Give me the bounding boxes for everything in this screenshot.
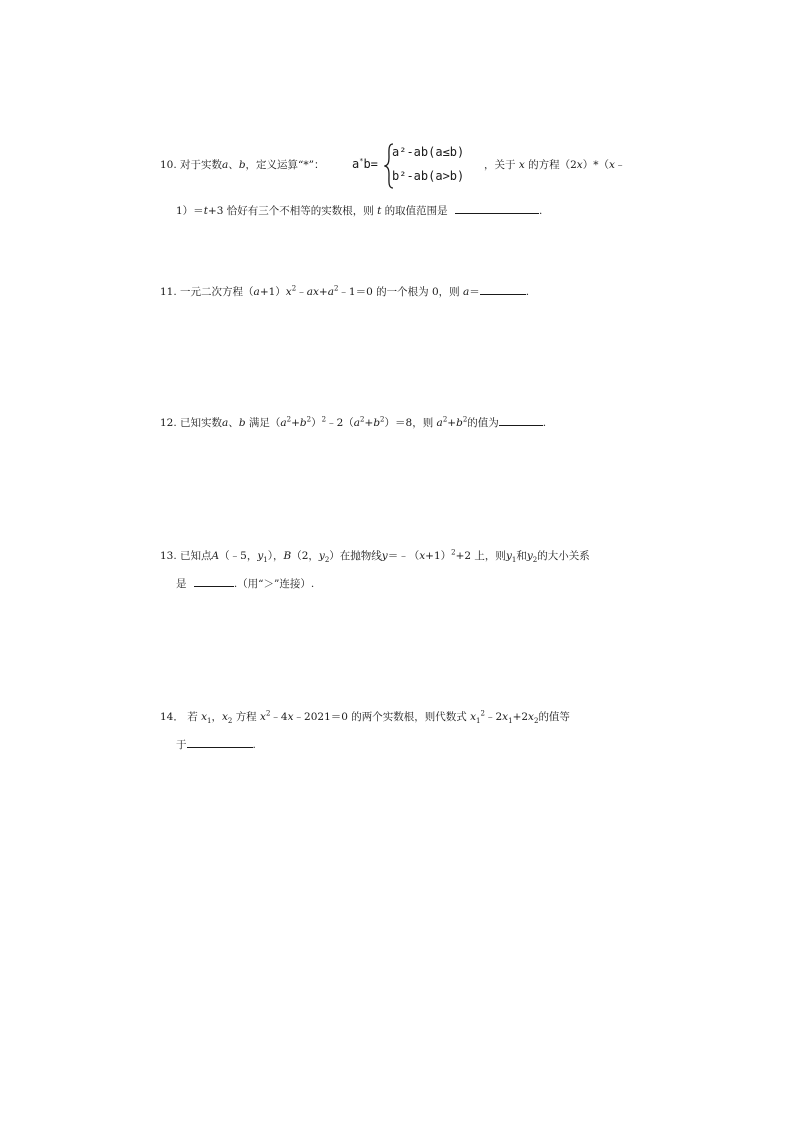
q10-text: ﹣: [614, 159, 626, 171]
q14-text: 的值等: [538, 711, 570, 723]
var-a: a: [280, 417, 287, 429]
var-x: x: [470, 711, 477, 723]
var-A: A: [211, 550, 220, 562]
q12-end: .: [542, 417, 547, 429]
exponent: 2: [291, 284, 297, 293]
q13-text: ），: [267, 550, 284, 562]
q10-text: ，定义运算“*”：: [245, 159, 325, 171]
q10-answer-blank[interactable]: [455, 202, 539, 214]
q12-number: 12.: [160, 417, 177, 429]
q14-line1: 14． 若 $x_1$，$x_2$ 方程 $x^2﹣4x﹣2021=0$ 的两个实数根，则代数式 $x_1^2﹣2x_1+2x_2$的值等: [160, 709, 570, 726]
q11-text: ﹣: [296, 286, 307, 298]
var-a: a: [253, 286, 260, 298]
q12-text: 已知实数: [180, 417, 223, 429]
q13-answer-blank[interactable]: [194, 575, 234, 587]
var-b: b: [238, 417, 246, 429]
q14-answer-blank[interactable]: [187, 736, 253, 748]
q13-text: 是: [176, 578, 187, 590]
var-x: x: [221, 711, 228, 723]
q10-text: 的方程（2: [528, 159, 577, 171]
q13-text: （2，: [291, 550, 319, 562]
q14-text: +2: [512, 711, 529, 723]
q14-text: ﹣2021＝0 的两个实数根，则代数式: [293, 711, 467, 723]
var-y: y: [381, 550, 388, 562]
q11-text: +: [318, 286, 328, 298]
var-a: a: [353, 417, 361, 429]
q12-text: ﹣2（: [326, 417, 354, 429]
q10-text: 对于实数: [180, 159, 223, 171]
q14-text: ﹣2: [484, 711, 503, 723]
var-x: x: [502, 711, 509, 723]
var-x: x: [518, 159, 525, 171]
q13-text: +1）: [425, 550, 452, 562]
q10-text: 、: [228, 159, 239, 171]
q13-text: 和: [516, 550, 527, 562]
q10-text: ）*（: [582, 159, 609, 171]
q10-line1-tail: [484, 158, 625, 172]
q13-text: +2 上，则: [455, 550, 506, 562]
var-y: y: [505, 550, 512, 562]
var-a: a: [462, 286, 470, 298]
var-b: +b: [447, 417, 463, 429]
var-y: y: [257, 550, 264, 562]
q12-text: 满足（: [248, 417, 281, 429]
q10-line1: [160, 158, 325, 172]
q14-end: .: [252, 739, 256, 751]
q10-number: 10.: [160, 159, 177, 171]
q12-answer-blank[interactable]: [499, 414, 543, 426]
q13-text: .（用“＞”连接）.: [233, 578, 315, 590]
var-B: B: [283, 550, 292, 562]
q13-text: 已知点: [180, 550, 212, 562]
var-t: t: [377, 205, 382, 217]
var-y: y: [318, 550, 325, 562]
q14-number: 14．: [160, 711, 184, 723]
q10-end: .: [539, 205, 543, 217]
q10-line2: [176, 202, 542, 218]
q13-text: （﹣5，: [219, 550, 258, 562]
q12-text: ）: [311, 417, 322, 429]
q12-text: 、: [228, 417, 239, 429]
q11-text: ＝: [469, 286, 480, 298]
q11-line: [160, 283, 529, 299]
q13-text: 的大小关系: [537, 550, 590, 562]
q14-text: ，: [211, 711, 222, 723]
var-a: a: [327, 286, 334, 298]
q10-case-2: b²-ab(a>b): [392, 169, 465, 183]
q12-line: 12. 已知实数a、b 满足$(a^2+b^2)^2﹣2(a^2+b^2)=8$，则 $a^2+b^2$的值为 .: [160, 415, 547, 429]
q10-text: +3 恰好有三个不相等的实数根，则: [207, 205, 374, 217]
var-x: x: [576, 159, 583, 171]
var-a: a: [222, 159, 229, 171]
exponent: 2: [333, 284, 339, 293]
q14-text: 方程: [235, 711, 257, 723]
var-a: a: [436, 417, 443, 429]
q11-number: 11.: [160, 286, 177, 298]
q14-line2: [176, 736, 256, 752]
q13-line2: [176, 575, 314, 591]
q10-case-1: a²-ab(a≤b): [392, 145, 465, 159]
q10-text: ，关于: [484, 159, 516, 171]
var-x: x: [528, 711, 534, 723]
var-y: y: [526, 550, 533, 562]
var-x: x: [201, 711, 207, 723]
q13-text: ）在抛物线: [329, 550, 382, 562]
var-a: a: [222, 417, 229, 429]
var-b: +b: [291, 417, 307, 429]
var-t: t: [203, 205, 208, 217]
var-x: x: [608, 159, 615, 171]
q14-text: 于: [176, 739, 187, 751]
var-ax: ax: [306, 286, 319, 298]
q14-text: ﹣4: [270, 711, 288, 723]
var-x: x: [287, 711, 294, 723]
var-b: b: [238, 159, 246, 171]
var-x: x: [285, 286, 292, 298]
q13-number: 13.: [160, 550, 177, 562]
q10-op-label: a*b=: [352, 157, 378, 171]
var-x: x: [260, 711, 266, 723]
q13-text: ＝﹣（: [387, 550, 420, 562]
var-b: +b: [364, 417, 381, 429]
q11-text: 一元二次方程（: [180, 286, 254, 298]
q11-text: +1）: [259, 286, 286, 298]
q10-text: 1）＝: [176, 205, 204, 217]
q11-answer-blank[interactable]: [480, 283, 526, 295]
var-x: x: [419, 550, 426, 562]
q11-end: .: [525, 286, 530, 298]
q14-text: 若: [187, 711, 198, 723]
q12-text: 的值为: [467, 417, 499, 429]
q10-piecewise-definition: [352, 143, 492, 189]
q13-line1: 13. 已知点A（﹣5，$y_1$），B（2，$y_2$）在抛物线$y=﹣(x+1)^2+2$ 上，则$y_1$和$y_2$的大小关系: [160, 548, 590, 565]
q10-text: 的取值范围是: [384, 205, 448, 217]
q12-text: ）＝8，则: [384, 417, 434, 429]
q11-text: ﹣1＝0 的一个根为 0，则: [338, 286, 460, 298]
